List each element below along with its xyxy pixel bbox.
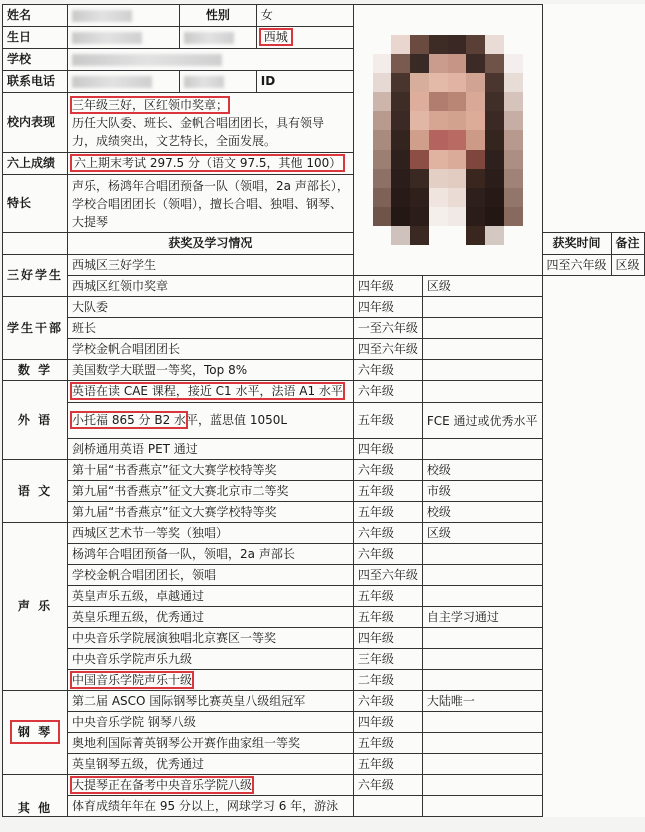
photo-mosaic-tile [429, 207, 448, 226]
photo-mosaic-tile [448, 111, 467, 130]
photo-mosaic-tile [504, 111, 523, 130]
phone-label: 联系电话 [3, 71, 68, 93]
award-time: 五年级 [353, 733, 422, 754]
award-desc: 第九届“书香燕京”征文大赛北京市二等奖 [68, 481, 354, 502]
photo-mosaic-tile [485, 54, 504, 73]
photo-mosaic-tile [466, 54, 485, 73]
photo-mosaic-tile [466, 207, 485, 226]
category-math: 数 学 [3, 360, 68, 381]
photo-mosaic-tile [391, 35, 410, 54]
photo-mosaic-tile [391, 188, 410, 207]
photo-mosaic-tile [410, 207, 429, 226]
award-time: 六年级 [353, 360, 422, 381]
category-cadre: 学生干部 [3, 297, 68, 360]
category-sanhao: 三好学生 [3, 255, 68, 297]
award-desc: 剑桥通用英语 PET 通过 [68, 439, 354, 460]
specialty-label: 特长 [3, 175, 68, 233]
photo-mosaic-tile [504, 130, 523, 149]
photo-mosaic-tile [504, 226, 523, 245]
category-piano: 钢 琴 [12, 722, 58, 742]
specialty-line3: 大提琴 [72, 214, 109, 229]
resume-table [2, 4, 645, 817]
award-desc [68, 670, 354, 691]
photo-mosaic-tile [485, 150, 504, 169]
school-value [68, 49, 354, 71]
photo-mosaic-tile [391, 207, 410, 226]
district-label [179, 27, 256, 49]
award-desc: 西城区红领巾奖章 [68, 276, 354, 297]
award-time: 三年级 [353, 649, 422, 670]
photo-mosaic-tile [410, 169, 429, 188]
awards-header-note: 备注 [611, 233, 644, 255]
photo-mosaic-tile [504, 54, 523, 73]
photo-mosaic-tile [429, 92, 448, 111]
award-note [422, 381, 542, 403]
award-time: 四年级 [353, 628, 422, 649]
grade6-cell [68, 153, 354, 175]
photo-mosaic-tile [504, 92, 523, 111]
photo-mosaic-tile [504, 150, 523, 169]
redacted-phone [72, 76, 152, 88]
pixelated-photo [373, 35, 523, 245]
photo-mosaic-tile [448, 150, 467, 169]
award-time: 六年级 [353, 544, 422, 565]
header-blank [3, 233, 68, 255]
gender-label: 性别 [179, 5, 256, 27]
photo-mosaic-tile [373, 169, 392, 188]
photo-mosaic-tile [448, 54, 467, 73]
award-desc: 中央音乐学院声乐九级 [68, 649, 354, 670]
photo-mosaic-tile [429, 54, 448, 73]
photo-mosaic-tile [429, 73, 448, 92]
photo-mosaic-tile [410, 35, 429, 54]
award-time: 六年级 [353, 460, 422, 481]
award-desc-text: 大提琴正在备考中央音乐学院八级 [72, 777, 253, 792]
photo-mosaic-tile [485, 92, 504, 111]
photo-mosaic-tile [466, 226, 485, 245]
awards-header-desc: 获奖及学习情况 [68, 233, 354, 255]
photo-mosaic-tile [466, 169, 485, 188]
photo-mosaic-tile [485, 226, 504, 245]
category-piano-cell [3, 691, 68, 775]
photo-mosaic-tile [485, 188, 504, 207]
award-desc-text: 中国音乐学院声乐十级 [72, 672, 193, 687]
award-note [422, 733, 542, 754]
photo-mosaic-tile [504, 73, 523, 92]
photo-mosaic-tile [504, 188, 523, 207]
photo-mosaic-tile [391, 73, 410, 92]
award-desc: 体育成绩年年在 95 分以上，网球学习 6 年，游泳 [68, 796, 354, 817]
photo-mosaic-tile [485, 111, 504, 130]
award-desc: 中央音乐学院 钢琴八级 [68, 712, 354, 733]
photo-mosaic-tile [373, 150, 392, 169]
photo-mosaic-tile [485, 169, 504, 188]
photo-mosaic-tile [373, 54, 392, 73]
award-time: 六年级 [353, 381, 422, 403]
award-note [422, 712, 542, 733]
award-note: 区级 [422, 523, 542, 544]
photo-mosaic-tile [429, 226, 448, 245]
birthday-value [68, 27, 180, 49]
award-note [422, 318, 542, 339]
photo-mosaic-tile [466, 35, 485, 54]
award-desc: 第九届“书香燕京”征文大赛学校特等奖 [68, 502, 354, 523]
photo-mosaic-tile [410, 54, 429, 73]
redacted-name [72, 10, 132, 22]
award-desc: 杨鸿年合唱团预备一队，领唱，2a 声部长 [68, 544, 354, 565]
photo-mosaic-tile [448, 188, 467, 207]
photo-mosaic-tile [429, 130, 448, 149]
photo-mosaic-tile [448, 73, 467, 92]
grade6-value: 六上期末考试 297.5 分（语文 97.5，其他 100） [74, 156, 342, 170]
photo-mosaic-tile [391, 92, 410, 111]
district-value-cell [256, 27, 353, 49]
award-note [422, 796, 542, 817]
gender-value: 女 [256, 5, 353, 27]
school-perf-value [68, 93, 354, 153]
award-desc: 英皇钢琴五级，优秀通过 [68, 754, 354, 775]
award-note [422, 439, 542, 460]
photo-mosaic-tile [391, 169, 410, 188]
award-time: 五年级 [353, 403, 422, 439]
id-label-cell [179, 71, 256, 93]
award-time: 四年级 [353, 712, 422, 733]
photo-mosaic-tile [466, 188, 485, 207]
award-note [422, 586, 542, 607]
award-desc: 大队委 [68, 297, 354, 318]
award-desc: 学校金帆合唱团团长，领唱 [68, 565, 354, 586]
award-time: 四年级 [353, 297, 422, 318]
photo-mosaic-tile [429, 188, 448, 207]
district-value: 西城 [261, 30, 291, 44]
award-time: 二年级 [353, 670, 422, 691]
photo-mosaic-tile [448, 92, 467, 111]
photo-mosaic-tile [410, 73, 429, 92]
award-note [422, 360, 542, 381]
awards-header-time: 获奖时间 [542, 233, 611, 255]
photo-mosaic-tile [448, 169, 467, 188]
photo-mosaic-tile [448, 207, 467, 226]
award-desc [68, 775, 354, 796]
photo-mosaic-tile [466, 92, 485, 111]
photo-mosaic-tile [466, 73, 485, 92]
photo-mosaic-tile [429, 111, 448, 130]
photo-mosaic-tile [429, 35, 448, 54]
photo-mosaic-tile [485, 73, 504, 92]
award-note: 校级 [422, 460, 542, 481]
phone-value [68, 71, 180, 93]
award-desc: 西城区艺术节一等奖（独唱） [68, 523, 354, 544]
photo-mosaic-tile [448, 130, 467, 149]
award-note [422, 628, 542, 649]
name-value [68, 5, 180, 27]
photo-mosaic-tile [429, 169, 448, 188]
school-perf-line2: 历任大队委、班长、金帆合唱团团长，具有领导 [72, 115, 325, 130]
specialty-line1: 声乐，杨鸿年合唱团预备一队（领唱，2a 声部长）， [72, 178, 349, 193]
photo-mosaic-tile [410, 92, 429, 111]
award-desc: 英皇声乐五级，卓越通过 [68, 586, 354, 607]
photo-mosaic-tile [391, 150, 410, 169]
specialty-line2: 学校合唱团团长（领唱），擅长合唱、独唱、钢琴、 [72, 196, 343, 211]
photo-mosaic-tile [429, 150, 448, 169]
award-time: 六年级 [353, 775, 422, 796]
award-time [353, 796, 422, 817]
photo-mosaic-tile [391, 111, 410, 130]
photo-mosaic-tile [504, 35, 523, 54]
award-time: 五年级 [353, 586, 422, 607]
redacted-id-label [184, 76, 224, 88]
award-time: 四至六年级 [353, 565, 422, 586]
school-perf-line1-wrap [72, 96, 349, 114]
award-desc: 英皇乐理五级，优秀通过 [68, 607, 354, 628]
award-desc: 美国数学大联盟一等奖，Top 8% [68, 360, 354, 381]
name-label: 姓名 [3, 5, 68, 27]
photo-mosaic-tile [373, 35, 392, 54]
school-perf-line1: 三年级三好，区红领巾奖章； [72, 97, 229, 112]
redacted-birthday [72, 32, 142, 44]
category-vocal: 声 乐 [3, 523, 68, 691]
photo-mosaic-tile [504, 207, 523, 226]
award-desc: 学校金帆合唱团团长 [68, 339, 354, 360]
award-desc-boxed: 小托福 865 分 B2 水 [72, 413, 187, 427]
award-note: FCE 通过或优秀水平 [422, 403, 542, 439]
award-desc: 奥地利国际菁英钢琴公开赛作曲家组一等奖 [68, 733, 354, 754]
photo-cell [353, 5, 542, 276]
photo-mosaic-tile [466, 111, 485, 130]
school-label: 学校 [3, 49, 68, 71]
award-desc-rest: 平，蓝思值 1050L [186, 413, 288, 427]
award-note [422, 775, 542, 796]
photo-mosaic-tile [391, 54, 410, 73]
award-note [422, 754, 542, 775]
photo-mosaic-tile [485, 35, 504, 54]
award-time: 四年级 [353, 439, 422, 460]
photo-mosaic-tile [485, 130, 504, 149]
photo-mosaic-tile [373, 226, 392, 245]
award-time: 五年级 [353, 754, 422, 775]
grade6-label: 六上成绩 [3, 153, 68, 175]
award-time: 五年级 [353, 502, 422, 523]
photo-mosaic-tile [373, 111, 392, 130]
award-note: 大陆唯一 [422, 691, 542, 712]
school-perf-line3: 力，成绩突出，文艺特长，全面发展。 [72, 133, 277, 148]
award-desc: 中央音乐学院展演独唱北京赛区一等奖 [68, 628, 354, 649]
award-time: 五年级 [353, 481, 422, 502]
award-note [422, 670, 542, 691]
award-note: 校级 [422, 502, 542, 523]
photo-mosaic-tile [485, 207, 504, 226]
photo-mosaic-tile [391, 130, 410, 149]
photo-mosaic-tile [448, 35, 467, 54]
photo-mosaic-tile [373, 207, 392, 226]
photo-mosaic-tile [373, 130, 392, 149]
award-desc-text: 英语在读 CAE 课程，接近 C1 水平，法语 A1 水平 [72, 384, 343, 398]
award-note [422, 565, 542, 586]
award-note [422, 339, 542, 360]
award-desc [68, 403, 354, 439]
award-time: 六年级 [353, 523, 422, 544]
photo-mosaic-tile [373, 188, 392, 207]
birthday-label: 生日 [3, 27, 68, 49]
award-note [422, 297, 542, 318]
redacted-district-label [184, 32, 234, 44]
award-note [422, 544, 542, 565]
award-note [422, 649, 542, 670]
photo-mosaic-tile [410, 226, 429, 245]
award-note: 区级 [611, 255, 644, 276]
school-perf-label: 校内表现 [3, 93, 68, 153]
award-note: 自主学习通过 [422, 607, 542, 628]
photo-mosaic-tile [410, 188, 429, 207]
award-time: 五年级 [353, 607, 422, 628]
award-desc: 第十届“书香燕京”征文大赛学校特等奖 [68, 460, 354, 481]
award-time: 一至六年级 [353, 318, 422, 339]
category-other: 其 他 [3, 775, 68, 817]
photo-mosaic-tile [373, 73, 392, 92]
category-foreign: 外 语 [3, 381, 68, 460]
specialty-value [68, 175, 354, 233]
award-time: 四至六年级 [353, 339, 422, 360]
photo-mosaic-tile [373, 92, 392, 111]
photo-mosaic-tile [448, 226, 467, 245]
award-note: 市级 [422, 481, 542, 502]
photo-mosaic-tile [466, 150, 485, 169]
photo-mosaic-tile [466, 130, 485, 149]
award-desc: 班长 [68, 318, 354, 339]
award-desc: 西城区三好学生 [68, 255, 354, 276]
award-desc [68, 381, 354, 403]
award-desc: 第二届 ASCO 国际钢琴比赛英皇八级组冠军 [68, 691, 354, 712]
photo-mosaic-tile [410, 130, 429, 149]
award-note: 区级 [422, 276, 542, 297]
category-chinese: 语 文 [3, 460, 68, 523]
photo-mosaic-tile [410, 150, 429, 169]
photo-mosaic-tile [504, 169, 523, 188]
award-time: 四年级 [353, 276, 422, 297]
photo-mosaic-tile [391, 226, 410, 245]
photo-mosaic-tile [410, 111, 429, 130]
award-time: 六年级 [353, 691, 422, 712]
id-label: ID [256, 71, 353, 93]
award-time: 四至六年级 [542, 255, 611, 276]
redacted-school [72, 54, 222, 66]
